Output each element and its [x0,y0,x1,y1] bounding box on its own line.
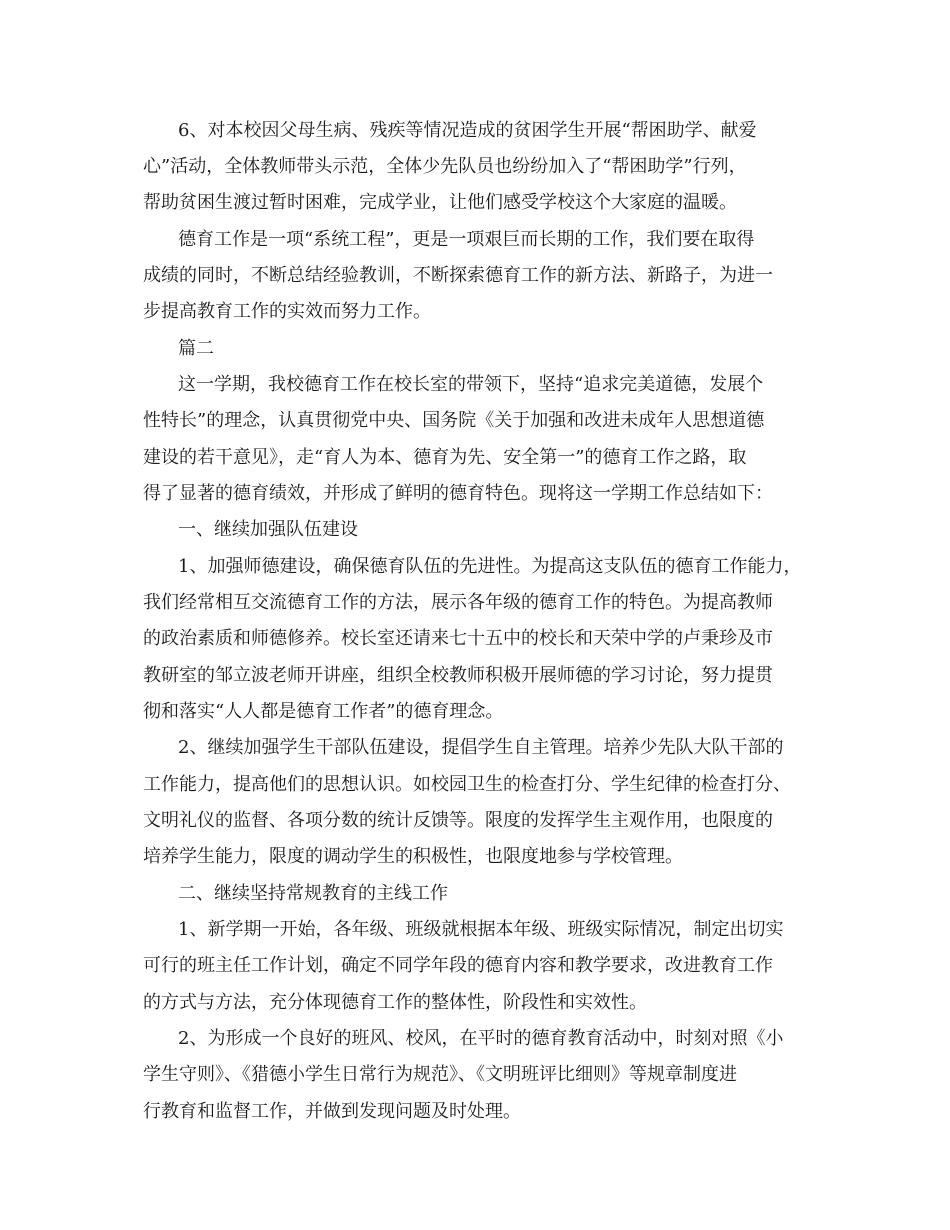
text-line: 我们经常相互交流德育工作的方法，展示各年级的德育工作的特色。为提高教师 [143,592,773,613]
text-line: 帮助贫困生渡过暂时困难，完成学业，让他们感受学校这个大家庭的温暖。 [143,192,737,213]
section-heading: 篇二 [178,338,214,359]
text-line: 的政治素质和师德修养。校长室还请来七十五中的校长和天荣中学的卢秉珍及市 [143,628,773,649]
text-line: 文明礼仪的监督、各项分数的统计反馈等。限度的发挥学生主观作用，也限度的 [143,810,773,831]
text-line: 学生守则》、《猎德小学生日常行为规范》、《文明班评比细则》等规章制度进 [143,1064,737,1085]
text-line: 心”活动，全体教师带头示范，全体少先队员也纷纷加入了“帮困助学”行列， [143,156,747,177]
text-line: 建设的若干意见》，走“育人为本、德育为先、安全第一”的德育工作之路，取 [143,447,747,468]
text-line: 工作能力，提高他们的思想认识。如校园卫生的检查打分、学生纪律的检查打分、 [143,774,791,795]
text-line: 培养学生能力，限度的调动学生的积极性，也限度地参与学校管理。 [143,846,683,867]
section-heading: 一、继续加强队伍建设 [178,519,358,540]
text-line: 成绩的同时，不断总结经验教训，不断探索德育工作的新方法、新路子，为进一 [143,265,773,286]
text-line: 得了显著的德育绩效，并形成了鲜明的德育特色。现将这一学期工作总结如下： [143,483,773,504]
text-line: 德育工作是一项“系统工程”，更是一项艰巨而长期的工作，我们要在取得 [178,229,755,250]
text-line: 2、为形成一个良好的班风、校风，在平时的德育教育活动中，时刻对照《小 [178,1028,784,1049]
text-line: 步提高教育工作的实效而努力工作。 [143,301,431,322]
text-line: 这一学期，我校德育工作在校长室的带领下，坚持“追求完美道德，发展个 [178,374,764,395]
text-line: 6、对本校因父母生病、残疾等情况造成的贫困学生开展“帮困助学、献爱 [178,120,757,141]
text-line: 可行的班主任工作计划，确定不同学年段的德育内容和教学要求，改进教育工作 [143,955,773,976]
text-line: 性特长”的理念，认真贯彻党中央、国务院《关于加强和改进未成年人思想道德 [143,410,765,431]
text-line: 2、继续加强学生干部队伍建设，提倡学生自主管理。培养少先队大队干部的 [178,737,784,758]
text-line: 彻和落实“人人都是德育工作者”的德育理念。 [143,701,504,722]
text-line: 的方式与方法，充分体现德育工作的整体性，阶段性和实效性。 [143,992,647,1013]
text-line: 教研室的邹立波老师开讲座，组织全校教师积极开展师德的学习讨论，努力提贯 [143,665,773,686]
text-line: 行教育和监督工作，并做到发现问题及时处理。 [143,1101,521,1122]
text-line: 1、新学期一开始，各年级、班级就根据本年级、班级实际情况，制定出切实 [178,919,784,940]
text-line: 1、加强师德建设，确保德育队伍的先进性。为提高这支队伍的德育工作能力， [178,556,802,577]
section-heading: 二、继续坚持常规教育的主线工作 [178,883,448,904]
